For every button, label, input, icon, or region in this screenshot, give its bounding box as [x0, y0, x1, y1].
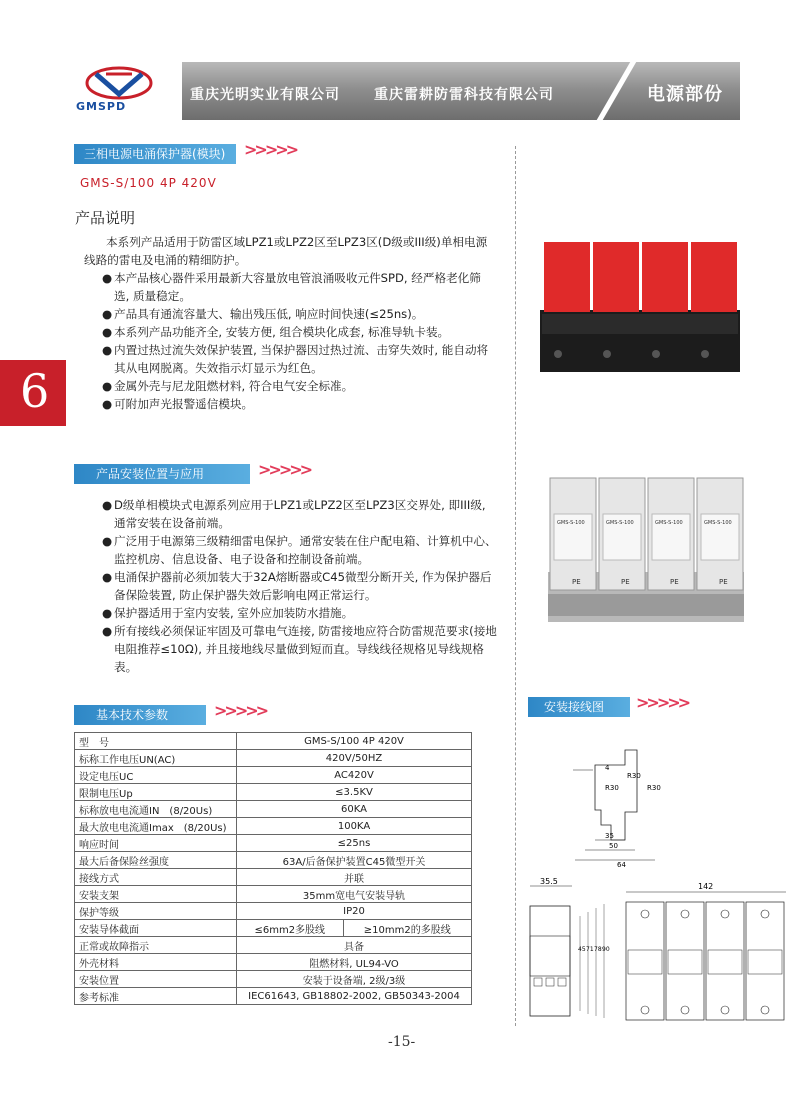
module-window — [748, 950, 782, 974]
dim-label: 71 — [586, 946, 594, 953]
list-item: ● 本产品核心器件采用最新大容量放电管浪涌吸收元件SPD, 经严格老化筛选, 质量稳定。 — [102, 271, 481, 303]
module-label: GMS-S-100 — [606, 520, 634, 526]
application-body — [102, 496, 498, 676]
spec-value: ≤6mm2多股线 — [237, 920, 344, 937]
spec-value: 35mm宽电气安装导轨 — [237, 886, 472, 903]
table-row — [75, 784, 472, 801]
table-row — [75, 818, 472, 835]
terminal-screw — [554, 350, 562, 358]
department-title: 电源部份 — [647, 84, 723, 105]
terminal-circle — [641, 910, 649, 918]
pe-label: PE — [572, 578, 581, 586]
module-label: GMS-S-100 — [557, 520, 585, 526]
table-row — [75, 835, 472, 852]
spec-value: 安装于设备端, 2级/3级 — [237, 971, 472, 988]
chapter-number: 6 — [20, 364, 50, 418]
chevron-arrows-icon: >>>>> — [214, 701, 267, 720]
page-number: -15- — [388, 1034, 416, 1050]
table-row — [75, 954, 472, 971]
table-row — [75, 937, 472, 954]
spec-label: 限制电压Up — [75, 784, 237, 801]
spec-label: 设定电压UC — [75, 767, 237, 784]
spec-value: 具备 — [237, 937, 472, 954]
pe-label: PE — [719, 578, 728, 586]
gmspd-logo-icon — [84, 66, 154, 100]
spec-value: ≤25ns — [237, 835, 472, 852]
spec-label: 接线方式 — [75, 869, 237, 886]
spec-value: 420V/50HZ — [237, 750, 472, 767]
module-outline — [666, 902, 704, 1020]
red-module — [544, 242, 590, 312]
dim-label: 78 — [594, 946, 602, 953]
pe-label: PE — [670, 578, 679, 586]
module-outline — [746, 902, 784, 1020]
list-item: ● 产品具有通流容量大、输出残压低, 响应时间快速(≤25ns)。 — [102, 307, 424, 321]
section-title-specs: 基本技术参数 — [74, 705, 206, 725]
list-item: ● 金属外壳与尼龙阻燃材料, 符合电气安全标准。 — [102, 379, 354, 393]
spec-label: 响应时间 — [75, 835, 237, 852]
side-view-drawing — [565, 740, 675, 870]
terminal-circle — [681, 1006, 689, 1014]
dim-label: R30 — [605, 784, 619, 792]
terminal-circle — [681, 910, 689, 918]
product-photo-gray-modules — [548, 476, 744, 626]
spec-value: 阻燃材料, UL94-VO — [237, 954, 472, 971]
product-desc-body — [84, 233, 496, 413]
terminal-circle — [721, 1006, 729, 1014]
company-name-1: 重庆光明实业有限公司 — [190, 87, 340, 103]
dim-label: 64 — [617, 861, 626, 869]
module-window — [708, 950, 742, 974]
table-row — [75, 852, 472, 869]
spec-label: 安装导体截面 — [75, 920, 237, 937]
section-title-application: 产品安装位置与应用 — [74, 464, 250, 484]
dim-label: 35 — [605, 832, 614, 840]
spec-label: 安装支架 — [75, 886, 237, 903]
terminal-circle — [761, 1006, 769, 1014]
spec-label: 正常或故障指示 — [75, 937, 237, 954]
red-module — [691, 242, 737, 312]
spec-label: 外壳材料 — [75, 954, 237, 971]
front-view-drawing — [522, 876, 618, 1026]
module-window — [668, 950, 702, 974]
spec-label: 型 号 — [75, 733, 237, 750]
column-divider — [515, 146, 516, 1026]
table-row — [75, 869, 472, 886]
dim-label: 142 — [698, 882, 714, 891]
table-row — [75, 971, 472, 988]
spec-label: 保护等级 — [75, 903, 237, 920]
module-window — [628, 950, 662, 974]
module-label: GMS-S-100 — [704, 520, 732, 526]
dim-label: R30 — [647, 784, 661, 792]
spec-value: 100KA — [237, 818, 472, 835]
list-item: ● 保护器适用于室内安装, 室外应加装防水措施。 — [102, 606, 354, 620]
chevron-arrows-icon: >>>>> — [244, 140, 297, 159]
front-wide-drawing — [622, 880, 790, 1026]
table-row — [75, 750, 472, 767]
spec-value: IEC61643, GB18802-2002, GB50343-2004 — [237, 988, 472, 1005]
table-row — [75, 903, 472, 920]
pe-label: PE — [621, 578, 630, 586]
page-header — [62, 62, 740, 120]
terminal-circle — [721, 910, 729, 918]
module-outline — [626, 902, 664, 1020]
spec-label: 安装位置 — [75, 971, 237, 988]
table-row — [75, 767, 472, 784]
spec-value: 63A/后备保护装置C45微型开关 — [237, 852, 472, 869]
chapter-tab — [0, 360, 66, 426]
terminal-circle — [761, 910, 769, 918]
list-item: ● D级单相模块式电源系列应用于LPZ1或LPZ2区至LPZ3区交界处, 即III级, 通常安装在设备前端。 — [102, 498, 486, 530]
spec-value: ≤3.5KV — [237, 784, 472, 801]
terminal-screw — [701, 350, 709, 358]
table-row — [75, 920, 472, 937]
list-item: ● 所有接线必须保证牢固及可靠电气连接, 防雷接地应符合防雷规范要求(接地电阻推荐≤10Ω), 并且接地线尽量做到短而直。导线线径规格见导线规格表。 — [102, 624, 497, 674]
product-desc-heading: 产品说明 — [75, 209, 136, 227]
spec-value: GMS-S/100 4P 420V — [237, 733, 472, 750]
terminal-circle — [641, 1006, 649, 1014]
list-item: ● 本系列产品功能齐全, 安装方便, 组合模块化成套, 标准导轨卡装。 — [102, 325, 450, 339]
dim-label: 45 — [578, 946, 586, 953]
spec-value-2: ≥10mm2的多股线 — [343, 920, 471, 937]
spec-label: 最大放电电流通Imax (8/20Us) — [75, 818, 237, 835]
chevron-arrows-icon: >>>>> — [636, 693, 689, 712]
spec-label: 标称放电电流通IN (8/20Us) — [75, 801, 237, 818]
dim-label: 50 — [609, 842, 618, 850]
module-label: GMS-S-100 — [655, 520, 683, 526]
spec-label: 标称工作电压UN(AC) — [75, 750, 237, 767]
dim-label: 90 — [602, 946, 610, 953]
table-row — [75, 886, 472, 903]
red-module — [593, 242, 639, 312]
list-item: ● 可附加声光报警遥信模块。 — [102, 397, 254, 411]
dim-label: R30 — [627, 772, 641, 780]
product-photo-red-modules — [540, 236, 740, 376]
table-row — [75, 733, 472, 750]
header-divider — [590, 62, 636, 120]
spec-label: 最大后备保险丝强度 — [75, 852, 237, 869]
section-title-wiring: 安装接线图 — [528, 697, 630, 717]
model-number: GMS-S/100 4P 420V — [80, 176, 217, 190]
terminal-screw — [652, 350, 660, 358]
logo-text: GMSPD — [76, 100, 127, 113]
spec-table — [74, 732, 472, 1005]
spec-value: AC420V — [237, 767, 472, 784]
spec-label: 参考标准 — [75, 988, 237, 1005]
red-module — [642, 242, 688, 312]
spec-value: 并联 — [237, 869, 472, 886]
table-row — [75, 801, 472, 818]
chevron-arrows-icon: >>>>> — [258, 460, 311, 479]
company-name-2: 重庆雷耕防雷科技有限公司 — [374, 87, 554, 103]
logo-area — [62, 62, 182, 120]
list-item: ● 电涌保护器前必须加装大于32A熔断器或C45微型分断开关, 作为保护器后备保险装置, 防止保护器失效后影响电网正常运行。 — [102, 570, 492, 602]
dim-label: 4 — [605, 764, 610, 772]
list-item: ● 广泛用于电源第三级精细雷电保护。通常安装在住户配电箱、计算机中心、监控机房、信息设备、电子设备和控制设备前端。 — [102, 534, 497, 566]
product-desc-intro: 本系列产品适用于防雷区域LPZ1或LPZ2区至LPZ3区(D级或III级)单相电源线路的雷电及电涌的精细防护。 — [84, 235, 488, 267]
spec-value: IP20 — [237, 903, 472, 920]
list-item: ● 内置过热过流失效保护装置, 当保护器因过热过流、击穿失效时, 能自动将其从电网脱离。失效指示灯显示为红色。 — [102, 343, 489, 375]
dim-label: 35.5 — [540, 877, 558, 886]
terminal-screw — [603, 350, 611, 358]
module-outline — [706, 902, 744, 1020]
section-title-product: 三相电源电涌保护器(模块) — [74, 144, 236, 164]
spec-value: 60KA — [237, 801, 472, 818]
table-row — [75, 988, 472, 1005]
